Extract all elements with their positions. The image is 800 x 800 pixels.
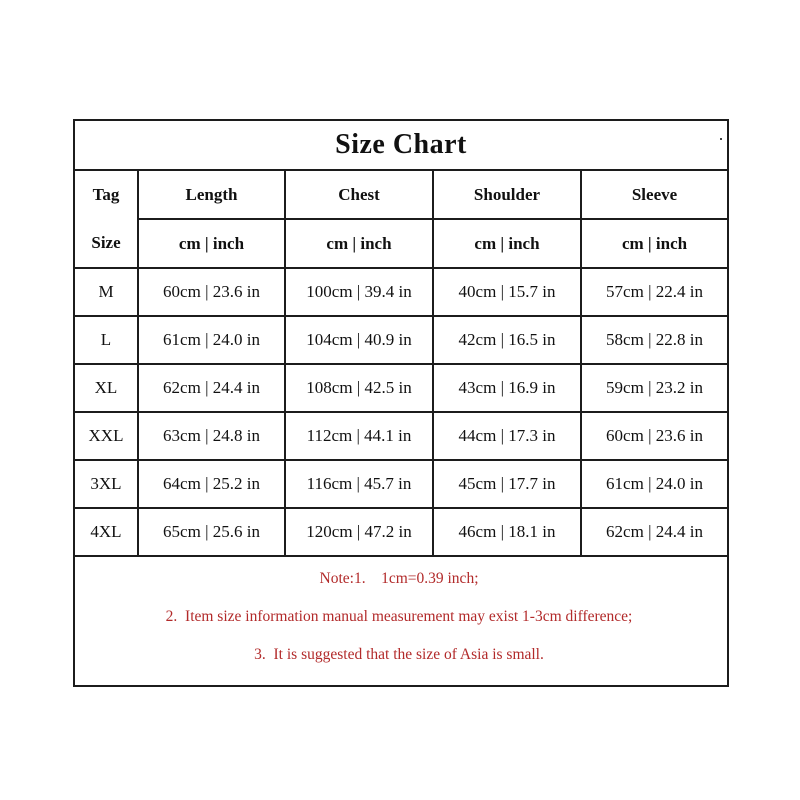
unit-header-sleeve: cm | inch — [581, 219, 728, 268]
speck-artifact — [720, 138, 722, 140]
length-value: 62cm | 24.4 in — [138, 364, 285, 412]
chest-value: 112cm | 44.1 in — [285, 412, 433, 460]
chest-value: 100cm | 39.4 in — [285, 268, 433, 316]
length-value: 61cm | 24.0 in — [138, 316, 285, 364]
sleeve-value: 60cm | 23.6 in — [581, 412, 728, 460]
shoulder-value: 44cm | 17.3 in — [433, 412, 581, 460]
table-row — [74, 412, 728, 460]
length-value: 63cm | 24.8 in — [138, 412, 285, 460]
shoulder-value: 40cm | 15.7 in — [433, 268, 581, 316]
size-tag: 4XL — [74, 508, 138, 556]
unit-header-length: cm | inch — [138, 219, 285, 268]
unit-header-row — [74, 219, 728, 268]
sleeve-value: 58cm | 22.8 in — [581, 316, 728, 364]
notes-text-block — [75, 557, 727, 663]
table-row — [74, 268, 728, 316]
chest-value: 120cm | 47.2 in — [285, 508, 433, 556]
unit-header-shoulder: cm | inch — [433, 219, 581, 268]
header-row — [74, 170, 728, 219]
length-value: 65cm | 25.6 in — [138, 508, 285, 556]
size-tag: M — [74, 268, 138, 316]
note-line-3: 3. It is suggested that the size of Asia is small. — [254, 646, 544, 663]
table-row — [74, 316, 728, 364]
size-label: Size — [91, 233, 121, 252]
length-value: 64cm | 25.2 in — [138, 460, 285, 508]
size-tag: XXL — [74, 412, 138, 460]
table-row — [74, 460, 728, 508]
page-title: Size Chart — [74, 120, 728, 170]
size-tag: XL — [74, 364, 138, 412]
column-header-shoulder: Shoulder — [433, 170, 581, 219]
note-line-1: Note:1. 1cm=0.39 inch; — [319, 570, 479, 587]
table-row — [74, 508, 728, 556]
tag-label: Tag — [92, 185, 120, 204]
tag-size-stack — [75, 171, 137, 267]
column-header-sleeve: Sleeve — [581, 170, 728, 219]
column-header-chest: Chest — [285, 170, 433, 219]
size-tag: L — [74, 316, 138, 364]
sleeve-value: 62cm | 24.4 in — [581, 508, 728, 556]
sleeve-value: 59cm | 23.2 in — [581, 364, 728, 412]
size-chart-table — [73, 119, 729, 687]
chest-value: 116cm | 45.7 in — [285, 460, 433, 508]
chest-value: 104cm | 40.9 in — [285, 316, 433, 364]
unit-header-chest: cm | inch — [285, 219, 433, 268]
length-value: 60cm | 23.6 in — [138, 268, 285, 316]
chest-value: 108cm | 42.5 in — [285, 364, 433, 412]
table-row — [74, 364, 728, 412]
note-line-2: 2. Item size information manual measurement may exist 1-3cm difference; — [165, 608, 633, 625]
shoulder-value: 45cm | 17.7 in — [433, 460, 581, 508]
notes-row — [74, 556, 728, 686]
notes-section — [74, 556, 728, 686]
sleeve-value: 61cm | 24.0 in — [581, 460, 728, 508]
column-header-length: Length — [138, 170, 285, 219]
size-chart-container — [73, 119, 727, 687]
tag-size-header — [74, 170, 138, 268]
shoulder-value: 42cm | 16.5 in — [433, 316, 581, 364]
title-row — [74, 120, 728, 170]
sleeve-value: 57cm | 22.4 in — [581, 268, 728, 316]
shoulder-value: 46cm | 18.1 in — [433, 508, 581, 556]
size-tag: 3XL — [74, 460, 138, 508]
shoulder-value: 43cm | 16.9 in — [433, 364, 581, 412]
